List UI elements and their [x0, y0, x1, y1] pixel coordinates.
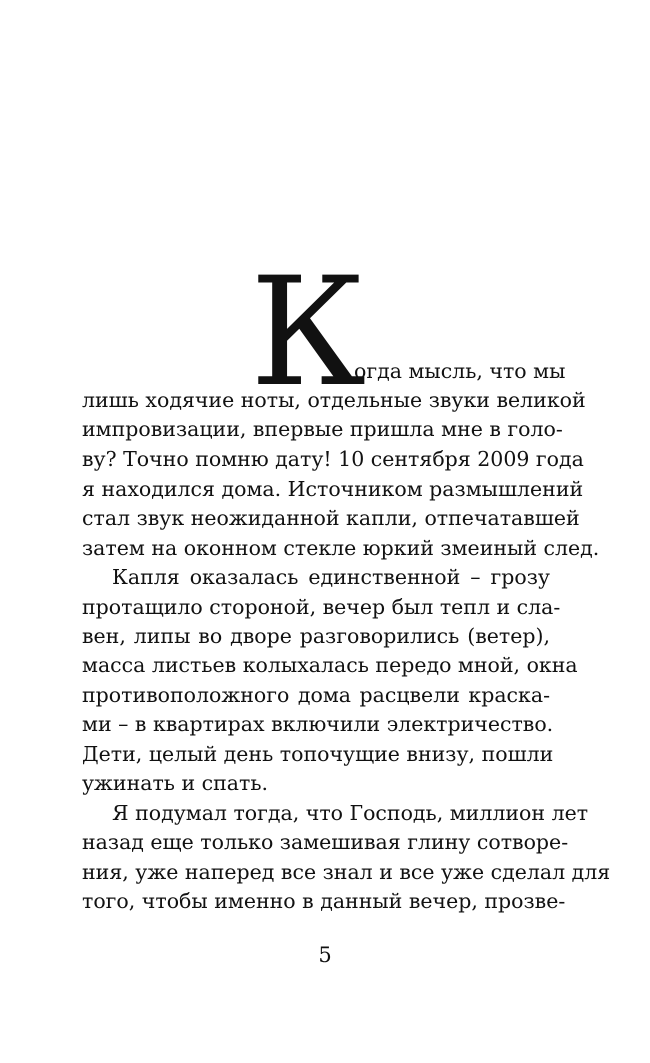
text-line: противоположного дома расцвели краска-	[82, 683, 550, 707]
page-number: 5	[318, 943, 332, 967]
text-line: лишь ходячие ноты, отдельные звуки великой	[82, 388, 586, 412]
text-line: ужинать и спать.	[82, 771, 269, 795]
text-line: того, чтобы именно в данный вечер, прозве-	[82, 889, 566, 913]
text-line: ния, уже наперед все знал и все уже сделал для	[82, 860, 611, 884]
text-line: ми – в квартирах включили электричество.	[82, 712, 554, 736]
text-line: назад еще только замешивая глину сотворе-	[82, 830, 569, 854]
text-line: вен, липы во дворе разговорились (ветер),	[82, 624, 550, 648]
text-line: масса листьев колыхалась передо мной, окна	[82, 653, 578, 677]
drop-cap-letter: К	[250, 246, 367, 420]
text-line: я находился дома. Источником размышлений	[82, 477, 584, 501]
text-line: затем на оконном стекле юркий змеиный след.	[82, 536, 600, 560]
text-line: ву? Точно помню дату! 10 сентября 2009 года	[82, 447, 584, 471]
text-line: протащило стороной, вечер был тепл и сла-	[82, 595, 561, 619]
text-line: Я подумал тогда, что Господь, миллион лет	[112, 801, 589, 825]
text-line: Капля оказалась единственной – грозу	[112, 565, 550, 589]
text-line: Дети, целый день топочущие внизу, пошли	[82, 742, 554, 766]
text-line: огда мысль, что мы	[354, 359, 566, 383]
text-line: импровизации, впервые пришла мне в голо-	[82, 417, 563, 441]
text-line: стал звук неожиданной капли, отпечатавшей	[82, 506, 580, 530]
